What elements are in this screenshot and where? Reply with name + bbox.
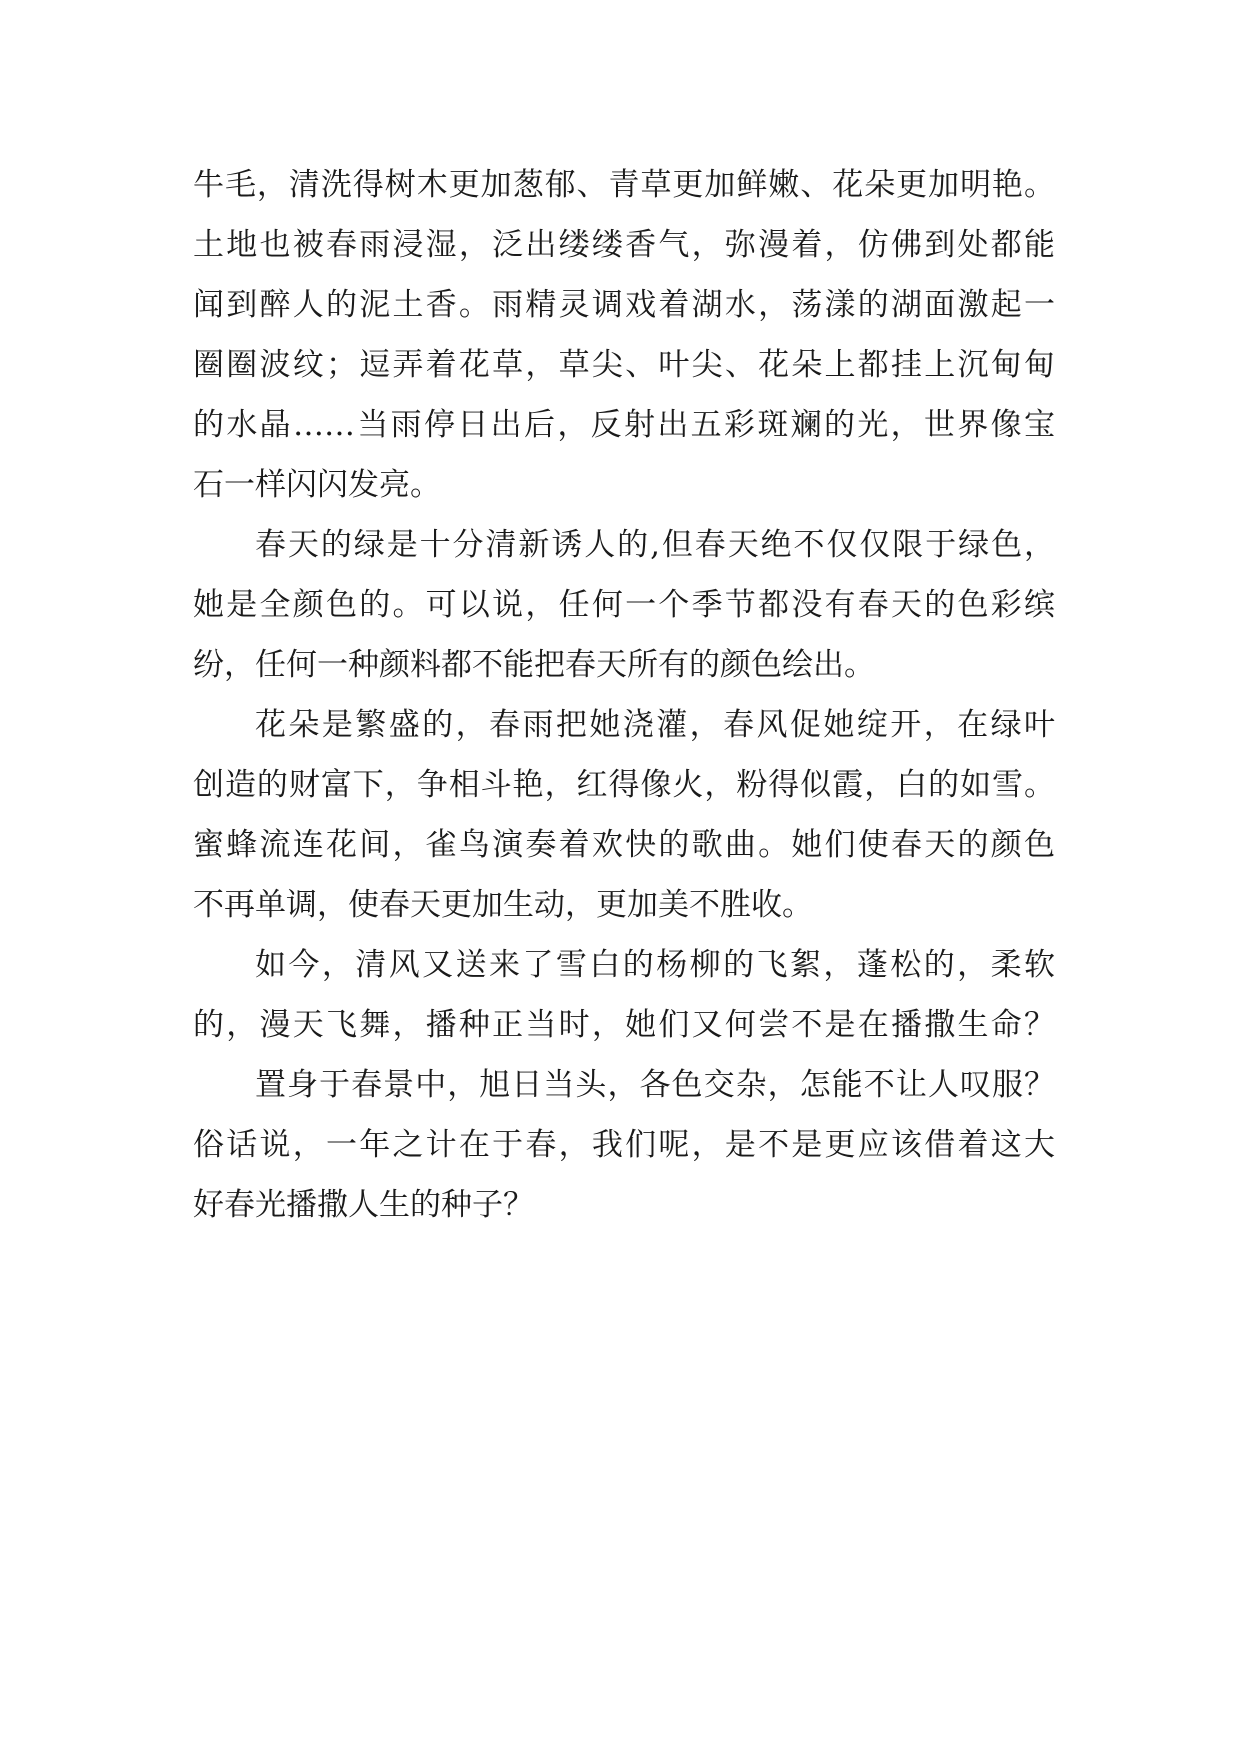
text-line: 的水晶……当雨停日出后，反射出五彩斑斓的光，世界像宝 <box>193 407 1055 443</box>
text-line: 闻到醉人的泥土香。雨精灵调戏着湖水，荡漾的湖面激起一 <box>193 287 1055 323</box>
text-line: 圈圈波纹；逗弄着花草，草尖、叶尖、花朵上都挂上沉甸甸 <box>193 347 1055 383</box>
text-line: 俗话说，一年之计在于春，我们呢，是不是更应该借着这大 <box>193 1127 1055 1163</box>
text-line: 不再单调，使春天更加生动，更加美不胜收。 <box>193 887 813 923</box>
paragraph-first-line: 春天的绿是十分清新诱人的,但春天绝不仅仅限于绿色， <box>255 527 1055 563</box>
text-line: 创造的财富下，争相斗艳，红得像火，粉得似霞，白的如雪。 <box>193 767 1055 803</box>
paragraph-first-line: 如今，清风又送来了雪白的杨柳的飞絮，蓬松的，柔软 <box>255 947 1055 983</box>
text-line: 石一样闪闪发亮。 <box>193 467 441 503</box>
text-line: 牛毛，清洗得树木更加葱郁、青草更加鲜嫩、花朵更加明艳。 <box>193 167 1055 203</box>
text-line: 蜜蜂流连花间，雀鸟演奏着欢快的歌曲。她们使春天的颜色 <box>193 827 1055 863</box>
text-line: 她是全颜色的。可以说，任何一个季节都没有春天的色彩缤 <box>193 587 1055 623</box>
text-line: 纷，任何一种颜料都不能把春天所有的颜色绘出。 <box>193 647 875 683</box>
paragraph-first-line: 置身于春景中，旭日当头，各色交杂，怎能不让人叹服？ <box>255 1067 1055 1103</box>
document-body <box>193 155 1055 1235</box>
text-line: 的，漫天飞舞，播种正当时，她们又何尝不是在播撒生命？ <box>193 1007 1055 1043</box>
text-line: 好春光播撒人生的种子？ <box>193 1187 534 1223</box>
text-line: 土地也被春雨浸湿，泛出缕缕香气，弥漫着，仿佛到处都能 <box>193 227 1055 263</box>
paragraph-first-line: 花朵是繁盛的，春雨把她浇灌，春风促她绽开，在绿叶 <box>255 707 1055 743</box>
